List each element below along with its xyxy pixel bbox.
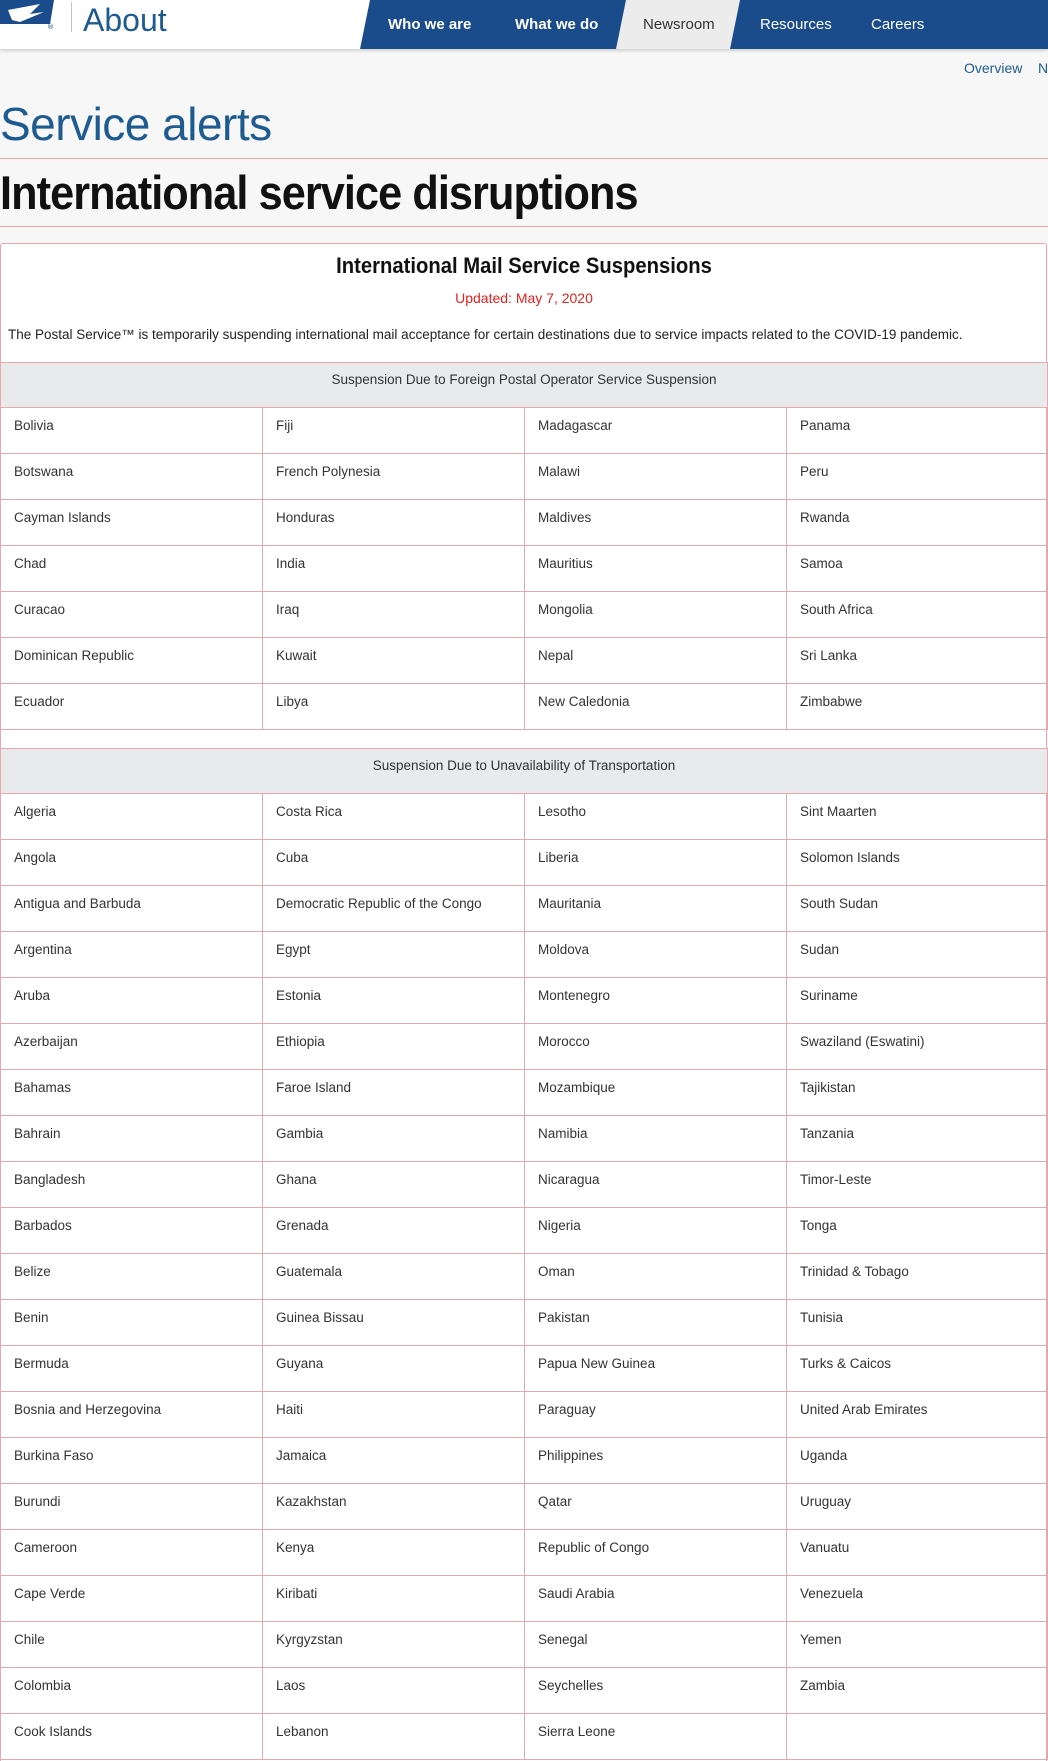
table-row	[1, 840, 1048, 886]
content-heading: International Mail Service Suspensions	[336, 253, 712, 278]
country-cell: Honduras	[263, 500, 525, 546]
country-cell: United Arab Emirates	[787, 1392, 1048, 1438]
country-cell: Grenada	[263, 1208, 525, 1254]
nav-careers[interactable]: Careers	[871, 16, 925, 33]
suspension-table-transportation	[0, 748, 1048, 1760]
eagle-logo-icon[interactable]	[0, 0, 54, 30]
country-cell: South Africa	[787, 592, 1048, 638]
nav-who-we-are[interactable]: Who we are	[388, 16, 472, 33]
country-cell: Saudi Arabia	[525, 1576, 787, 1622]
divider	[0, 158, 1048, 159]
country-cell: Chile	[1, 1622, 263, 1668]
country-cell: Antigua and Barbuda	[1, 886, 263, 932]
table-header: Suspension Due to Unavailability of Transportation	[1, 749, 1048, 794]
table-row	[1, 932, 1048, 978]
country-cell: India	[263, 546, 525, 592]
country-cell: Algeria	[1, 794, 263, 840]
country-cell: Kuwait	[263, 638, 525, 684]
country-cell: Maldives	[525, 500, 787, 546]
country-cell: Zimbabwe	[787, 684, 1048, 730]
country-cell: Qatar	[525, 1484, 787, 1530]
table-row	[1, 638, 1048, 684]
table-row	[1, 1116, 1048, 1162]
country-cell: Democratic Republic of the Congo	[263, 886, 525, 932]
country-cell: Gambia	[263, 1116, 525, 1162]
table-row	[1, 1070, 1048, 1116]
table-row	[1, 1622, 1048, 1668]
table-row	[1, 684, 1048, 730]
country-cell: Nigeria	[525, 1208, 787, 1254]
country-cell: Ecuador	[1, 684, 263, 730]
logo-divider	[71, 2, 72, 32]
table-row	[1, 1714, 1048, 1760]
country-cell: Moldova	[525, 932, 787, 978]
country-cell: Rwanda	[787, 500, 1048, 546]
table-row	[1, 454, 1048, 500]
country-cell: Vanuatu	[787, 1530, 1048, 1576]
country-cell: Nicaragua	[525, 1162, 787, 1208]
section-title[interactable]: About	[83, 2, 167, 38]
country-cell: Sudan	[787, 932, 1048, 978]
country-cell: Chad	[1, 546, 263, 592]
country-cell: Samoa	[787, 546, 1048, 592]
country-cell: Laos	[263, 1668, 525, 1714]
suspension-table-postal-operator	[0, 362, 1048, 730]
table-row	[1, 1162, 1048, 1208]
country-cell: Mauritania	[525, 886, 787, 932]
country-cell: Benin	[1, 1300, 263, 1346]
country-cell: Uruguay	[787, 1484, 1048, 1530]
country-cell: Angola	[1, 840, 263, 886]
country-cell: Dominican Republic	[1, 638, 263, 684]
table-row	[1, 500, 1048, 546]
country-cell: Tonga	[787, 1208, 1048, 1254]
country-cell: Lesotho	[525, 794, 787, 840]
country-cell: Cameroon	[1, 1530, 263, 1576]
country-cell: Lebanon	[263, 1714, 525, 1760]
country-cell: Tanzania	[787, 1116, 1048, 1162]
country-cell: Cayman Islands	[1, 500, 263, 546]
country-cell: Curacao	[1, 592, 263, 638]
country-cell: Cook Islands	[1, 1714, 263, 1760]
table-row	[1, 1346, 1048, 1392]
country-cell: Ethiopia	[263, 1024, 525, 1070]
country-cell: Tunisia	[787, 1300, 1048, 1346]
country-cell: Trinidad & Tobago	[787, 1254, 1048, 1300]
country-cell: Venezuela	[787, 1576, 1048, 1622]
country-cell: Egypt	[263, 932, 525, 978]
country-cell: Aruba	[1, 978, 263, 1024]
table-row	[1, 1576, 1048, 1622]
country-cell: Montenegro	[525, 978, 787, 1024]
country-cell: Bahrain	[1, 1116, 263, 1162]
country-cell: Iraq	[263, 592, 525, 638]
country-cell: Zambia	[787, 1668, 1048, 1714]
table-row	[1, 1300, 1048, 1346]
country-cell: Bosnia and Herzegovina	[1, 1392, 263, 1438]
country-cell: Seychelles	[525, 1668, 787, 1714]
table-header: Suspension Due to Foreign Postal Operator Service Suspension	[1, 363, 1048, 408]
country-cell: Solomon Islands	[787, 840, 1048, 886]
country-cell: French Polynesia	[263, 454, 525, 500]
country-cell: Turks & Caicos	[787, 1346, 1048, 1392]
country-cell: Suriname	[787, 978, 1048, 1024]
breadcrumb-title[interactable]: Service alerts	[0, 98, 272, 150]
country-cell: New Caledonia	[525, 684, 787, 730]
table-row	[1, 408, 1048, 454]
table-row	[1, 592, 1048, 638]
country-cell: Belize	[1, 1254, 263, 1300]
country-cell: Oman	[525, 1254, 787, 1300]
country-cell: Fiji	[263, 408, 525, 454]
nav-newsroom[interactable]: Newsroom	[643, 16, 715, 33]
table-row	[1, 1484, 1048, 1530]
country-cell: Estonia	[263, 978, 525, 1024]
table-row	[1, 1530, 1048, 1576]
country-cell: Botswana	[1, 454, 263, 500]
nav-resources[interactable]: Resources	[760, 16, 832, 33]
country-cell: Sint Maarten	[787, 794, 1048, 840]
country-cell: Bangladesh	[1, 1162, 263, 1208]
country-cell: Faroe Island	[263, 1070, 525, 1116]
nav-what-we-do[interactable]: What we do	[515, 16, 599, 33]
intro-text: The Postal Service™ is temporarily suspending international mail acceptance for certain destinations due to service impacts related to the COVID-19 pandemic.	[8, 327, 963, 342]
table-row	[1, 1668, 1048, 1714]
country-cell: Pakistan	[525, 1300, 787, 1346]
country-cell: Cape Verde	[1, 1576, 263, 1622]
country-cell: Burundi	[1, 1484, 263, 1530]
country-cell: Guatemala	[263, 1254, 525, 1300]
svg-text:®: ®	[47, 23, 54, 30]
country-cell: Malawi	[525, 454, 787, 500]
country-cell: Mauritius	[525, 546, 787, 592]
country-cell: Jamaica	[263, 1438, 525, 1484]
country-cell: Kazakhstan	[263, 1484, 525, 1530]
divider	[0, 226, 1048, 227]
subnav-item-n[interactable]: N	[1038, 60, 1048, 76]
country-cell: Swaziland (Eswatini)	[787, 1024, 1048, 1070]
country-cell: Nepal	[525, 638, 787, 684]
subnav-overview[interactable]: Overview	[964, 60, 1023, 76]
country-cell: Bermuda	[1, 1346, 263, 1392]
country-cell: Liberia	[525, 840, 787, 886]
country-cell: Colombia	[1, 1668, 263, 1714]
country-cell: Guyana	[263, 1346, 525, 1392]
country-cell: Bahamas	[1, 1070, 263, 1116]
country-cell: Yemen	[787, 1622, 1048, 1668]
country-cell: Uganda	[787, 1438, 1048, 1484]
country-cell: Morocco	[525, 1024, 787, 1070]
table-row	[1, 1438, 1048, 1484]
country-cell: Sierra Leone	[525, 1714, 787, 1760]
table-row	[1, 1208, 1048, 1254]
table-row	[1, 546, 1048, 592]
table-row	[1, 1254, 1048, 1300]
country-cell: Paraguay	[525, 1392, 787, 1438]
country-cell: Namibia	[525, 1116, 787, 1162]
country-cell: Argentina	[1, 932, 263, 978]
country-cell	[787, 1714, 1048, 1760]
country-cell: Kenya	[263, 1530, 525, 1576]
country-cell: Barbados	[1, 1208, 263, 1254]
country-cell: Cuba	[263, 840, 525, 886]
table-row	[1, 1024, 1048, 1070]
country-cell: Libya	[263, 684, 525, 730]
table-row	[1, 978, 1048, 1024]
country-cell: South Sudan	[787, 886, 1048, 932]
country-cell: Panama	[787, 408, 1048, 454]
country-cell: Mongolia	[525, 592, 787, 638]
country-cell: Mozambique	[525, 1070, 787, 1116]
country-cell: Haiti	[263, 1392, 525, 1438]
country-cell: Kiribati	[263, 1576, 525, 1622]
country-cell: Costa Rica	[263, 794, 525, 840]
country-cell: Senegal	[525, 1622, 787, 1668]
table-row	[1, 794, 1048, 840]
country-cell: Ghana	[263, 1162, 525, 1208]
country-cell: Papua New Guinea	[525, 1346, 787, 1392]
country-cell: Republic of Congo	[525, 1530, 787, 1576]
country-cell: Sri Lanka	[787, 638, 1048, 684]
page-title: International service disruptions	[0, 166, 638, 219]
country-cell: Kyrgyzstan	[263, 1622, 525, 1668]
updated-date: Updated: May 7, 2020	[455, 290, 593, 306]
country-cell: Burkina Faso	[1, 1438, 263, 1484]
country-cell: Peru	[787, 454, 1048, 500]
country-cell: Azerbaijan	[1, 1024, 263, 1070]
site-header	[0, 0, 1048, 49]
country-cell: Timor-Leste	[787, 1162, 1048, 1208]
country-cell: Tajikistan	[787, 1070, 1048, 1116]
country-cell: Bolivia	[1, 408, 263, 454]
table-row	[1, 886, 1048, 932]
country-cell: Madagascar	[525, 408, 787, 454]
country-cell: Philippines	[525, 1438, 787, 1484]
table-row	[1, 1392, 1048, 1438]
country-cell: Guinea Bissau	[263, 1300, 525, 1346]
